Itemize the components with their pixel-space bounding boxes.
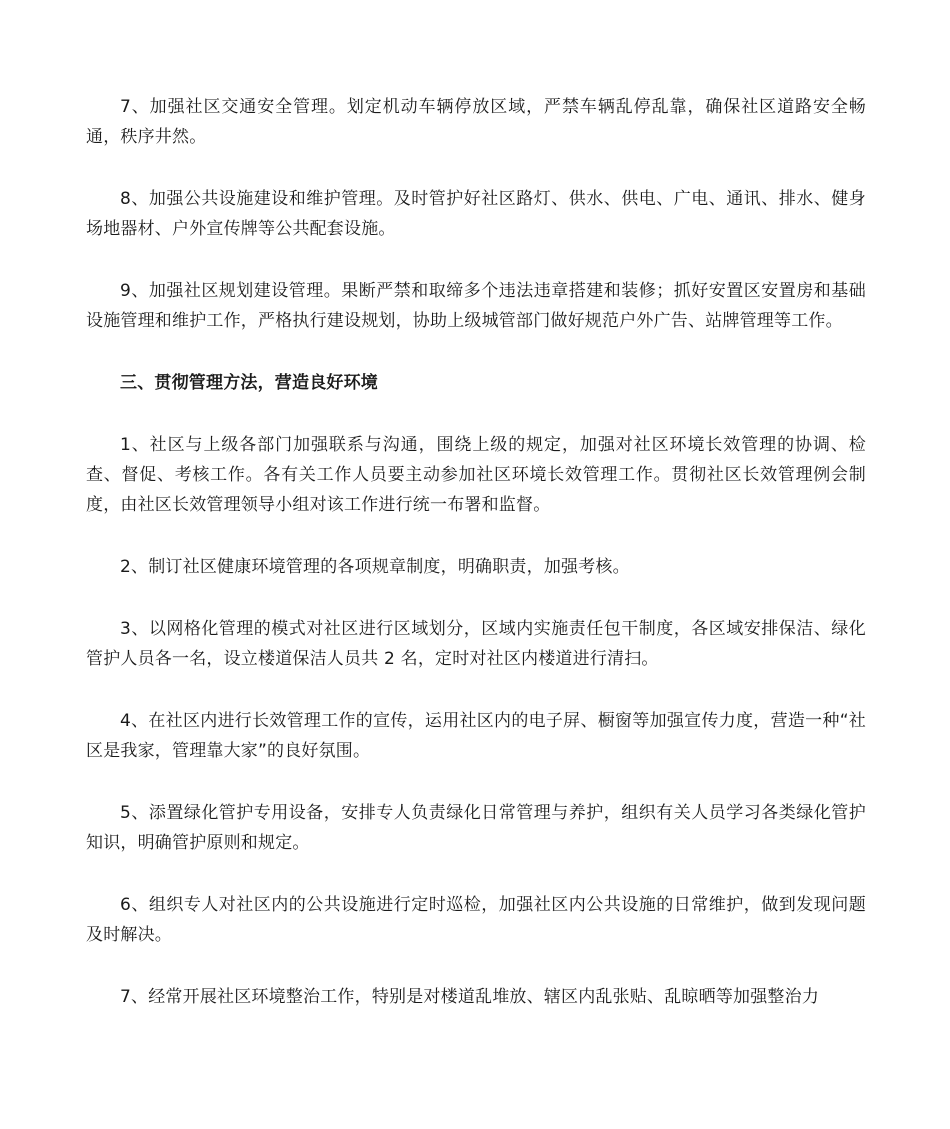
paragraph-gap <box>86 520 866 552</box>
paragraph-item-6-inspection: 6、组织专人对社区内的公共设施进行定时巡检，加强社区内公共设施的日常维护，做到发现问题及时解决。 <box>86 895 866 945</box>
paragraph-gap <box>86 244 866 276</box>
paragraph-item-7-rectification: 7、经常开展社区环境整治工作，特别是对楼道乱堆放、辖区内乱张贴、乱晾晒等加强整治力 <box>120 987 820 1007</box>
paragraph-gap <box>86 674 866 706</box>
document-page <box>86 92 866 1012</box>
paragraph-item-2-rules: 2、制订社区健康环境管理的各项规章制度，明确职责，加强考核。 <box>120 557 630 577</box>
paragraph-gap <box>86 950 866 982</box>
paragraph-item-4-publicity: 4、在社区内进行长效管理工作的宣传，运用社区内的电子屏、橱窗等加强宣传力度，营造一种“社区是我家，管理靠大家”的良好氛围。 <box>86 711 866 761</box>
section-heading: 三、贯彻管理方法，营造良好环境 <box>120 373 378 393</box>
paragraph-gap <box>86 582 866 614</box>
paragraph-gap <box>86 336 866 368</box>
paragraph-gap <box>86 152 866 184</box>
paragraph-gap <box>86 398 866 430</box>
paragraph-item-8-public-facilities: 8、加强公共设施建设和维护管理。及时管护好社区路灯、供水、供电、广电、通讯、排水、健身场地器材、户外宣传牌等公共配套设施。 <box>86 189 866 239</box>
paragraph-item-1-coordination: 1、社区与上级各部门加强联系与沟通，围绕上级的规定，加强对社区环境长效管理的协调、检查、督促、考核工作。各有关工作人员要主动参加社区环境长效管理工作。贯彻社区长效管理例会制度，由社区长效管理领导小组对该工作进行统一布署和监督。 <box>86 435 866 515</box>
paragraph-gap <box>86 766 866 798</box>
paragraph-item-9-planning: 9、加强社区规划建设管理。果断严禁和取缔多个违法违章搭建和装修；抓好安置区安置房和基础设施管理和维护工作，严格执行建设规划，协助上级城管部门做好规范户外广告、站牌管理等工作。 <box>86 281 866 331</box>
paragraph-item-3-grid: 3、以网格化管理的模式对社区进行区域划分，区域内实施责任包干制度，各区域安排保洁、绿化管护人员各一名，设立楼道保洁人员共 2 名，定时对社区内楼道进行清扫。 <box>86 619 866 669</box>
paragraph-item-5-greening: 5、添置绿化管护专用设备，安排专人负责绿化日常管理与养护，组织有关人员学习各类绿化管护知识，明确管护原则和规定。 <box>86 803 866 853</box>
paragraph-item-7-traffic: 7、加强社区交通安全管理。划定机动车辆停放区域，严禁车辆乱停乱靠，确保社区道路安全畅通，秩序井然。 <box>86 97 866 147</box>
paragraph-gap <box>86 858 866 890</box>
